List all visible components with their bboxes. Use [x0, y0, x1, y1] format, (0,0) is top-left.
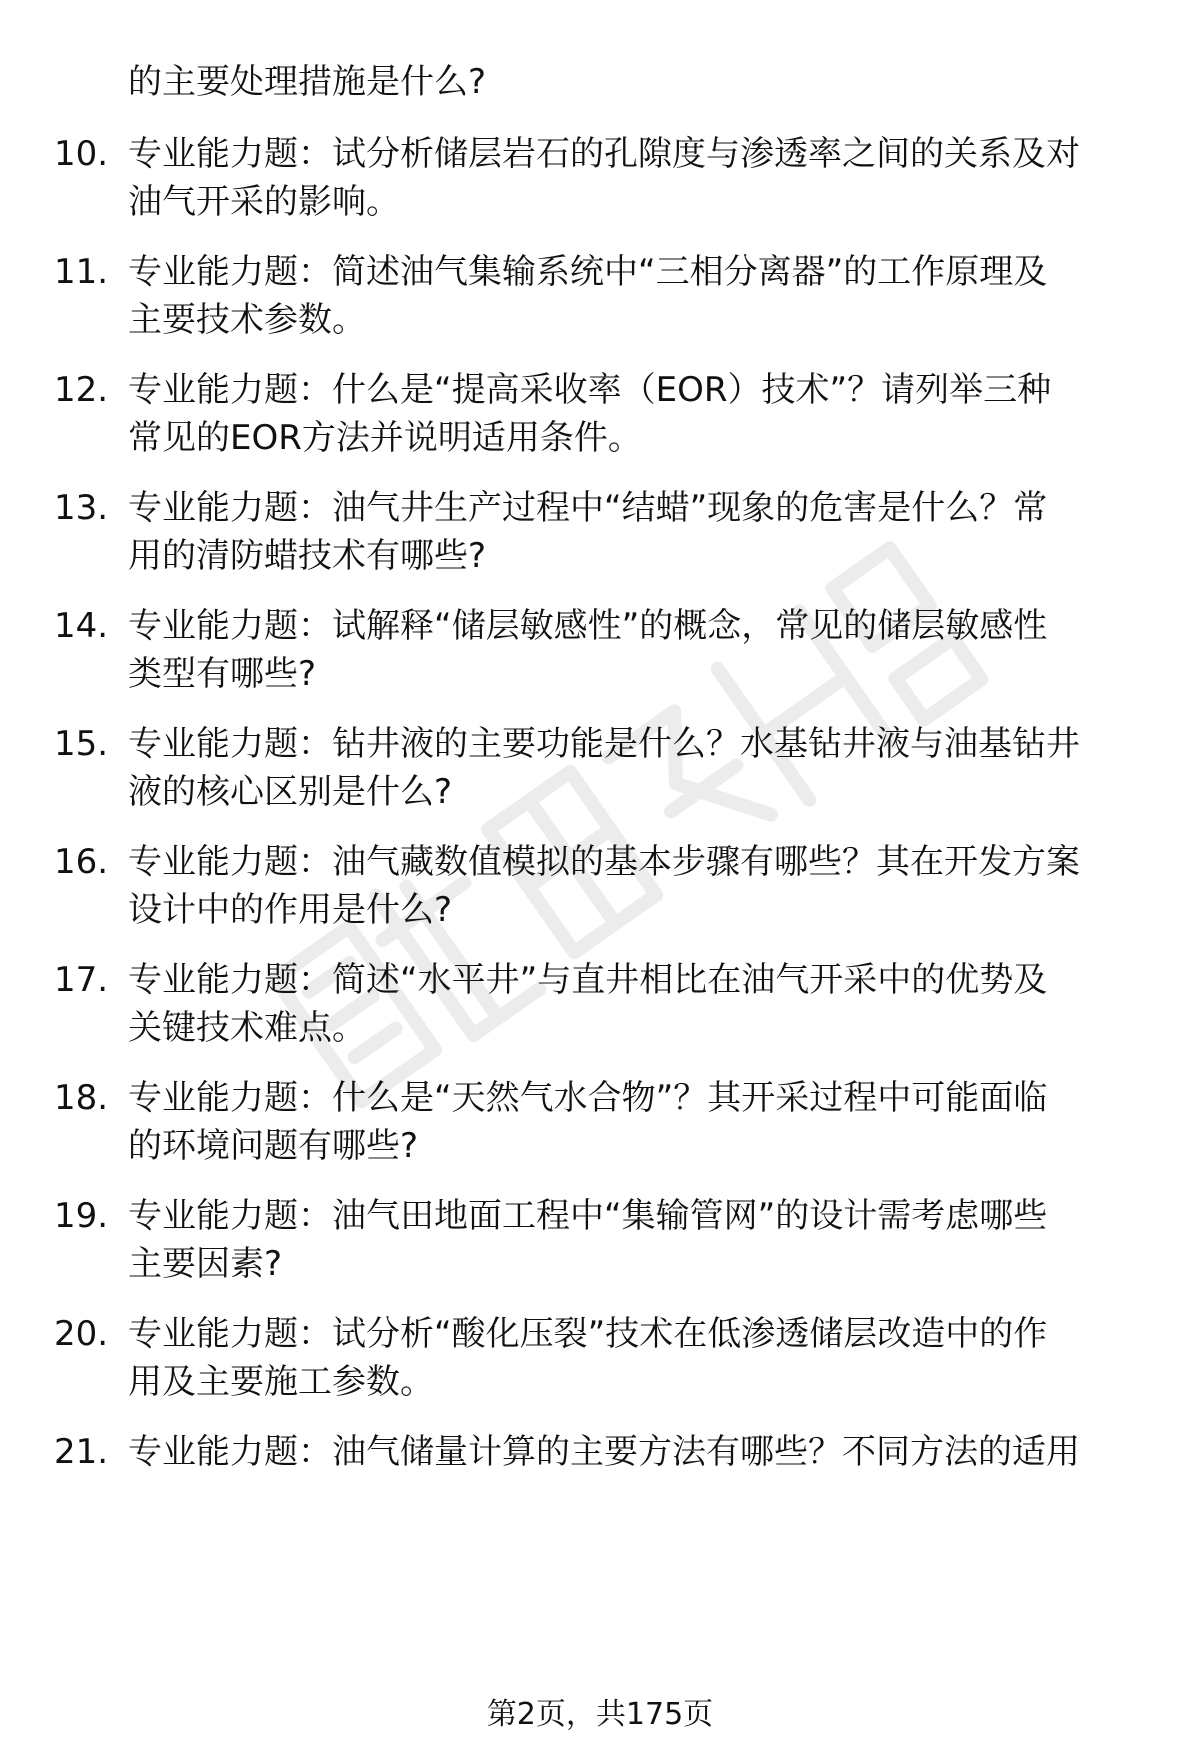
question-text-line-2: 主要因素?	[128, 1244, 283, 1284]
question-item	[0, 248, 1200, 344]
question-text-line-2: 液的核心区别是什么?	[128, 772, 453, 812]
question-text-line-1: 专业能力题：油气储量计算的主要方法有哪些？不同方法的适用	[128, 1432, 1080, 1472]
question-text-line-1: 专业能力题：简述“水平井”与直井相比在油气开采中的优势及	[128, 960, 1048, 1000]
question-item	[0, 838, 1200, 934]
question-text-line-2: 用的清防蜡技术有哪些?	[128, 536, 487, 576]
question-number: 16.	[54, 842, 109, 882]
question-text-line-1: 专业能力题：试解释“储层敏感性”的概念，常见的储层敏感性	[128, 606, 1048, 646]
question-text-line-1: 专业能力题：什么是“提高采收率（EOR）技术”？请列举三种	[128, 370, 1052, 410]
question-text-line-2: 油气开采的影响。	[128, 182, 400, 222]
question-number: 10.	[54, 134, 109, 174]
question-item	[0, 1428, 1200, 1524]
question-number: 18.	[54, 1078, 109, 1118]
question-text-line-1: 专业能力题：油气藏数值模拟的基本步骤有哪些？其在开发方案	[128, 842, 1080, 882]
question-text-line-1: 专业能力题：试分析“酸化压裂”技术在低渗透储层改造中的作	[128, 1314, 1048, 1354]
question-item	[0, 130, 1200, 226]
question-number: 13.	[54, 488, 109, 528]
question-number: 15.	[54, 724, 109, 764]
question-number: 11.	[54, 252, 109, 292]
question-text-line-1: 专业能力题：什么是“天然气水合物”？其开采过程中可能面临	[128, 1078, 1048, 1118]
question-text-line-2: 设计中的作用是什么?	[128, 890, 453, 930]
question-item	[0, 956, 1200, 1052]
question-number: 14.	[54, 606, 109, 646]
question-item	[0, 602, 1200, 698]
question-text-line-1: 专业能力题：简述油气集输系统中“三相分离器”的工作原理及	[128, 252, 1048, 292]
question-number: 20.	[54, 1314, 109, 1354]
question-text-line-1: 专业能力题：试分析储层岩石的孔隙度与渗透率之间的关系及对	[128, 134, 1080, 174]
question-text-line-1: 专业能力题：油气井生产过程中“结蜡”现象的危害是什么？常	[128, 488, 1048, 528]
page-footer: 第2页，共175页	[486, 1697, 714, 1732]
question-text-line-1: 专业能力题：油气田地面工程中“集输管网”的设计需考虑哪些	[128, 1196, 1048, 1236]
question-text-line-1: 专业能力题：钻井液的主要功能是什么？水基钻井液与油基钻井	[128, 724, 1080, 764]
question-number: 19.	[54, 1196, 109, 1236]
question-text-line-2: 的环境问题有哪些?	[128, 1126, 419, 1166]
question-text-line-2: 关键技术难点。	[128, 1008, 366, 1048]
question-text-line-2: 用及主要施工参数。	[128, 1362, 434, 1402]
question-number: 12.	[54, 370, 109, 410]
question-number: 17.	[54, 960, 109, 1000]
question-item	[0, 1192, 1200, 1288]
question-item	[0, 1310, 1200, 1406]
question-item	[0, 484, 1200, 580]
question-item	[0, 720, 1200, 816]
question-number: 21.	[54, 1432, 109, 1472]
question-item	[0, 366, 1200, 462]
continuation-text: 的主要处理措施是什么?	[128, 62, 487, 102]
question-text-line-2: 主要技术参数。	[128, 300, 366, 340]
question-text-line-2: 常见的EOR方法并说明适用条件。	[128, 418, 642, 458]
question-text-line-2: 类型有哪些?	[128, 654, 317, 694]
question-item	[0, 1074, 1200, 1170]
